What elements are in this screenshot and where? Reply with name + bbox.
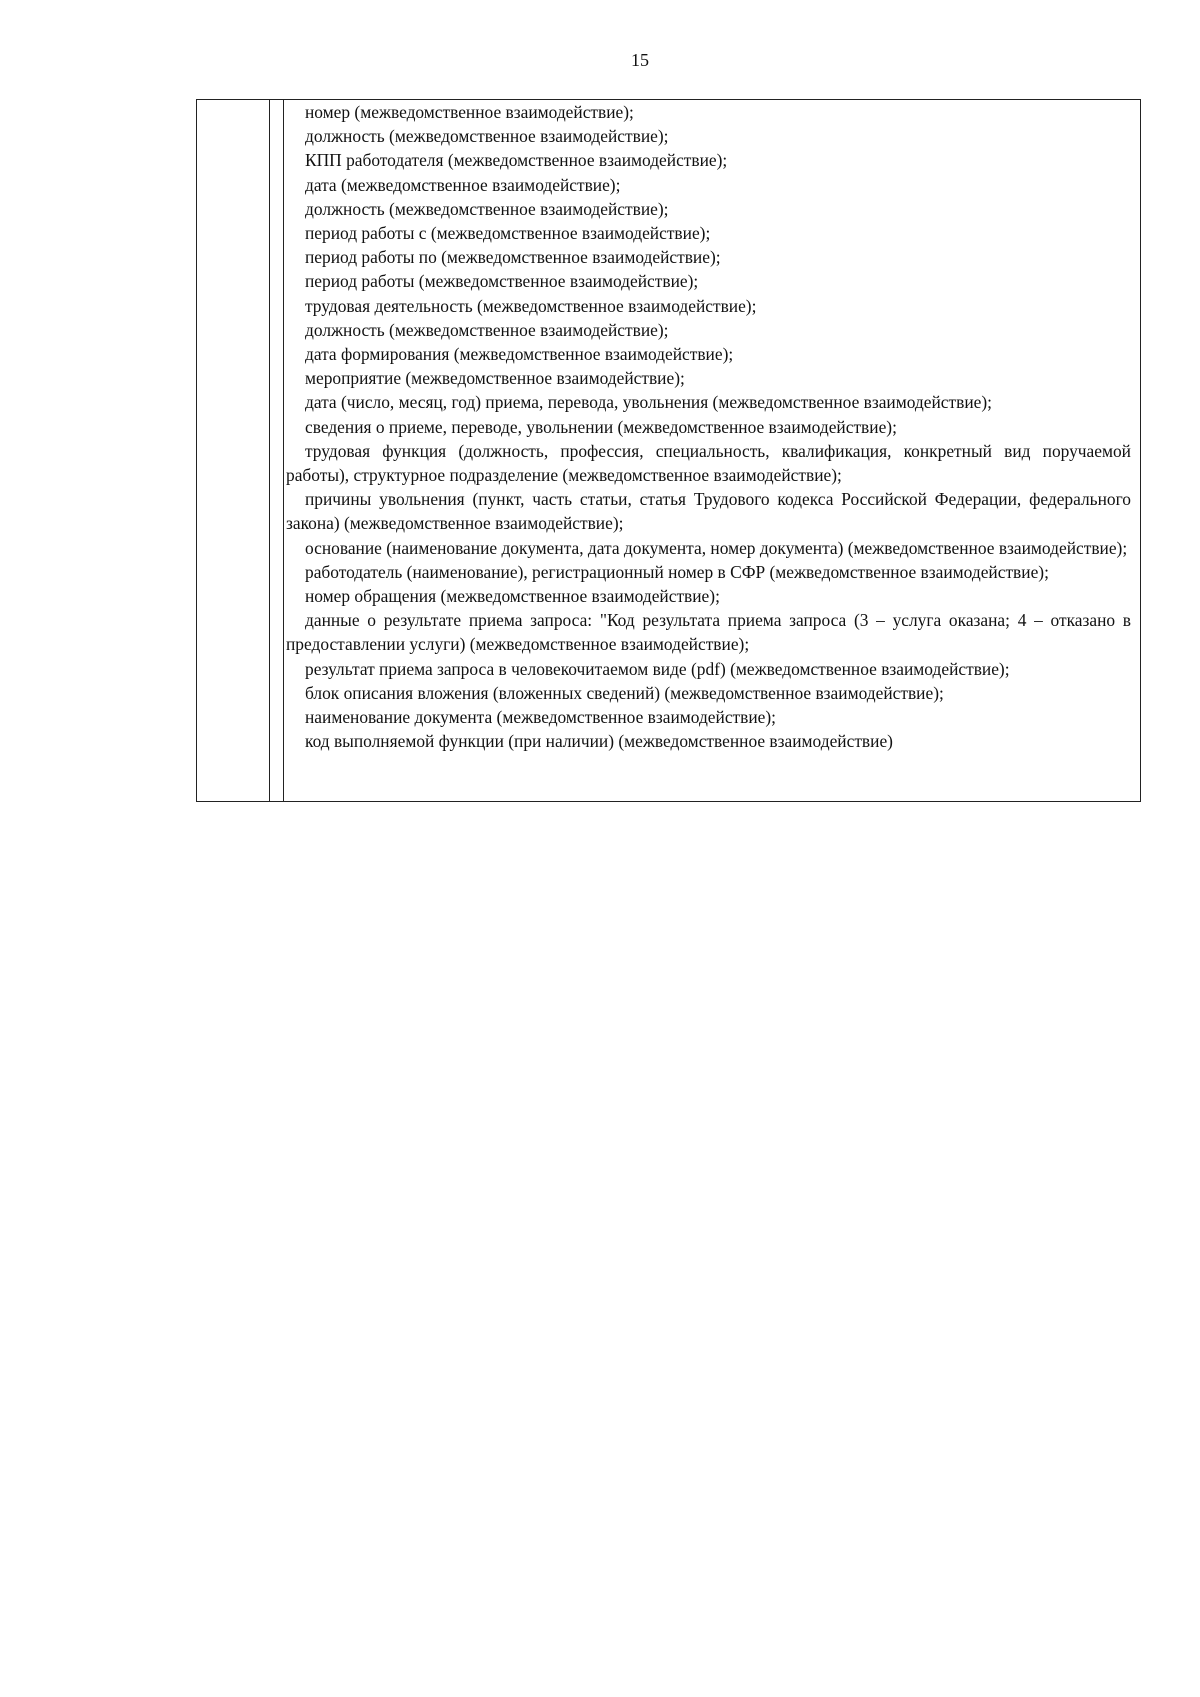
list-item: данные о результате приема запроса: "Код результата приема запроса (3 – услуга оказана; 4 – отказано в предоставлении услуги) (межведомственное взаимодействие); [286, 610, 1131, 655]
list-item: дата формирования (межведомственное взаимодействие); [305, 344, 734, 365]
list-item: период работы по (межведомственное взаимодействие); [305, 247, 721, 268]
list-item: номер (межведомственное взаимодействие); [305, 102, 634, 122]
list-item: должность (межведомственное взаимодействие); [305, 126, 669, 147]
list-item: трудовая деятельность (межведомственное взаимодействие); [305, 295, 757, 316]
table-content-cell [284, 100, 1140, 753]
list-item: дата (число, месяц, год) приема, перевода, увольнения (межведомственное взаимодействие); [305, 392, 992, 413]
list-item: КПП работодателя (межведомственное взаимодействие); [305, 150, 728, 171]
list-item: мероприятие (межведомственное взаимодействие); [305, 368, 685, 389]
page-number: 15 [631, 50, 649, 70]
list-item: блок описания вложения (вложенных сведений) (межведомственное взаимодействие); [305, 682, 944, 703]
list-item: трудовая функция (должность, профессия, специальность, квалификация, конкретный вид поручаемой работы), структурное подразделение (межведомственное взаимодействие); [286, 440, 1131, 486]
table-column-number [197, 100, 270, 801]
table-column-narrow [270, 100, 284, 801]
list-item: основание (наименование документа, дата документа, номер документа) (межведомственное взаимодействие); [305, 537, 1128, 558]
list-item: должность (межведомственное взаимодействие); [305, 319, 669, 340]
list-item: сведения о приеме, переводе, увольнении (межведомственное взаимодействие); [305, 416, 897, 437]
list-item: период работы (межведомственное взаимодействие); [305, 271, 699, 292]
list-item: дата (межведомственное взаимодействие); [305, 174, 621, 195]
list-item: причины увольнения (пункт, часть статьи, статья Трудового кодекса Российской Федерации, федерального закона) (межведомственное взаимодействие); [286, 489, 1131, 534]
list-item: наименование документа (межведомственное взаимодействие); [305, 707, 776, 728]
list-item: работодатель (наименование), регистрационный номер в СФР (межведомственное взаимодействие); [305, 561, 1049, 582]
list-item: результат приема запроса в человекочитаемом виде (pdf) (межведомственное взаимодействие); [305, 658, 1010, 679]
list-item: код выполняемой функции (при наличии) (межведомственное взаимодействие) [305, 731, 893, 752]
list-item: номер обращения (межведомственное взаимодействие); [305, 586, 720, 607]
list-item: должность (межведомственное взаимодействие); [305, 198, 669, 219]
list-item: период работы с (межведомственное взаимодействие); [305, 223, 711, 244]
document-table [196, 99, 1141, 802]
